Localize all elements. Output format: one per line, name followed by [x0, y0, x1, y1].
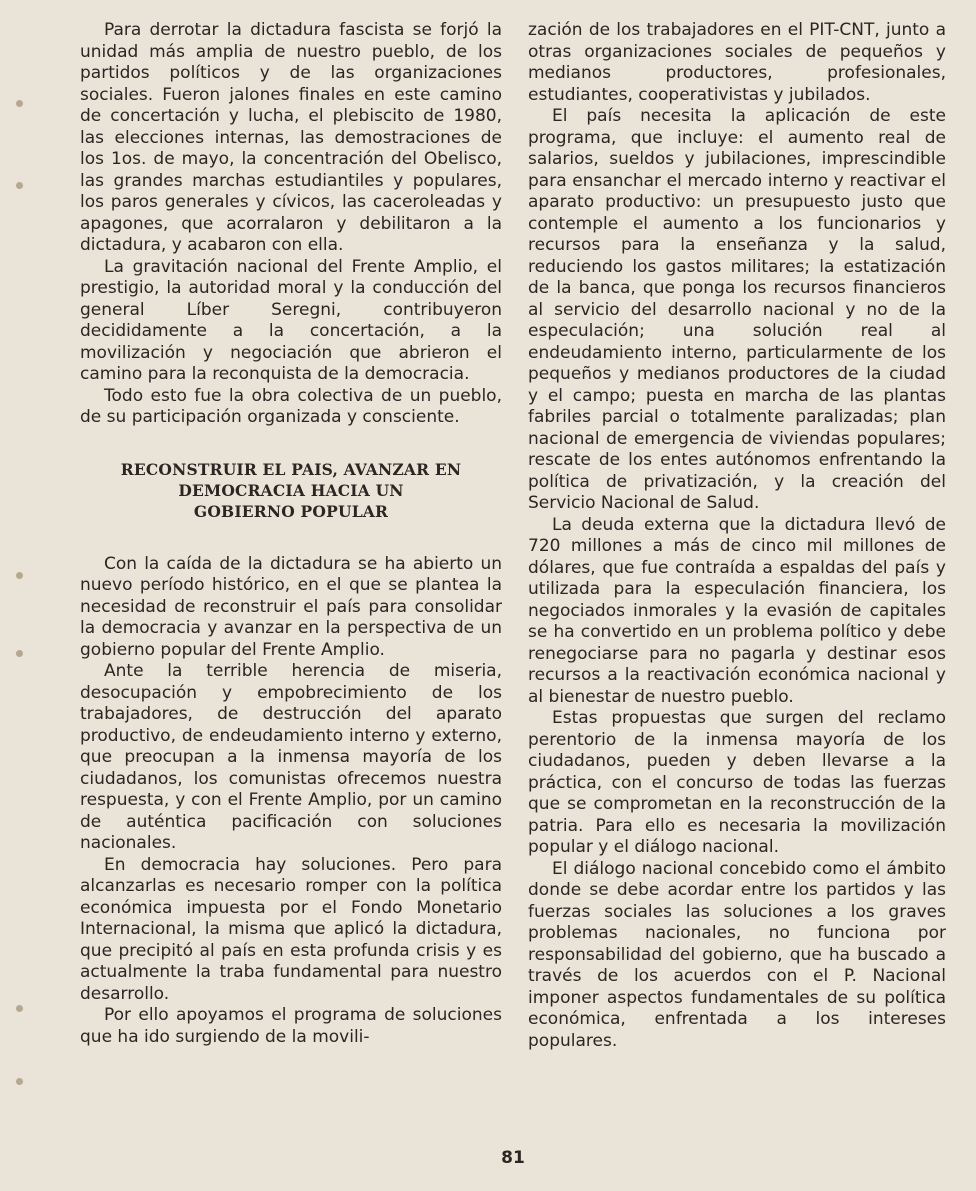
paragraph: Con la caída de la dictadura se ha abierto un nuevo período histórico, en el que se plantea la necesidad de reconstruir el país para consolidar la democracia y avanzar en la perspectiva de un gobierno popular del Frente Amplio.: [80, 553, 502, 660]
paragraph: Por ello apoyamos el programa de soluciones que ha ido surgiendo de la movili-: [80, 1005, 502, 1047]
paragraph: El diálogo nacional concebido como el ámbito donde se debe acordar entre los partidos y las fuerzas sociales las soluciones a los graves problemas nacionales, no funciona por responsabilidad del gobierno, que ha buscado a través de los acuerdos con el P. Nacional imponer aspectos fundamentales de su política económica, enfrentada a los intereses populares.: [528, 858, 946, 1051]
binding-hole-mark: [16, 650, 23, 657]
paragraph: La gravitación nacional del Frente Amplio, el prestigio, la autoridad moral y la conducción del general Líber Seregni, contribuyeron decididamente a la concertación, a la movilización y negociación que abrieron el camino para la reconquista de la democracia.: [80, 256, 502, 384]
section-heading: [80, 459, 502, 522]
paragraph: El país necesita la aplicación de este programa, que incluye: el aumento real de salarios, sueldos y jubilaciones, imprescindible para ensanchar el mercado interno y reactivar el aparato productivo: un presupuesto justo que contemple el aumento a los funcionarios y recursos para la enseñanza y la salud, reduciendo los gastos militares; la estatización de la banca, que ponga los recursos financieros al servicio del desarrollo nacional y no de la especulación; una solución real al endeudamiento interno, particularmente de los pequeños y medianos productores de la ciudad y el campo; puesta en marcha de las plantas fabriles parcial o totalmente paralizadas; plan nacional de emergencia de viviendas populares; rescate de los entes autónomos enfrentando la política de privatización, y la creación del Servicio Nacional de Salud.: [528, 106, 946, 513]
binding-hole-mark: [16, 572, 23, 579]
binding-hole-mark: [16, 100, 23, 107]
paragraph: Estas propuestas que surgen del reclamo perentorio de la inmensa mayoría de los ciudadanos, pueden y deben llevarse a la práctica, con el concurso de todas las fuerzas que se comprometan en la reconstrucción de la patria. Para ello es necesaria la movilización popular y el diálogo nacional.: [528, 708, 946, 857]
binding-hole-mark: [16, 1005, 23, 1012]
section-heading-line: RECONSTRUIR EL PAIS, AVANZAR EN: [120, 459, 462, 479]
paragraph: En democracia hay soluciones. Pero para alcanzarlas es necesario romper con la política económica impuesta por el Fondo Monetario Internacional, la misma que aplicó la dictadura, que precipitó al país en esta profunda crisis y es actualmente la traba fundamental para nuestro desarrollo.: [80, 854, 502, 1004]
binding-hole-mark: [16, 1078, 23, 1085]
page-number: 81: [501, 1148, 525, 1168]
paragraph: La deuda externa que la dictadura llevó de 720 millones a más de cinco mil millones de dólares, que fue contraída a espaldas del país y utilizada para la especulación financiera, los negociados inmorales y la evasión de capitales se ha convertido en un problema político y debe renegociarse para no pagarla y destinar esos recursos a la reactivación económica nacional y al bienestar de nuestro pueblo.: [528, 514, 946, 707]
section-heading-line: GOBIERNO POPULAR: [193, 501, 389, 521]
paragraph: Todo esto fue la obra colectiva de un pueblo, de su participación organizada y consciente.: [80, 385, 502, 427]
section-heading-line: DEMOCRACIA HACIA UN: [178, 480, 404, 500]
paragraph: Para derrotar la dictadura fascista se forjó la unidad más amplia de nuestro pueblo, de los partidos políticos y de las organizaciones sociales. Fueron jalones finales en este camino de concertación y lucha, el plebiscito de 1980, las elecciones internas, las demostraciones de los 1os. de mayo, la concentración del Obelisco, las grandes marchas estudiantiles y populares, los paros generales y cívicos, las caceroleadas y apagones, que acorralaron y debilitaron a la dictadura, y acabaron con ella.: [80, 20, 502, 255]
right-column: [528, 20, 946, 1052]
paragraph: Ante la terrible herencia de miseria, desocupación y empobrecimiento de los trabajadores, de destrucción del aparato productivo, de endeudamiento interno y externo, que preocupan a la inmensa mayoría de los ciudadanos, los comunistas ofrecemos nuestra respuesta, y con el Frente Amplio, por un camino de auténtica pacificación con soluciones nacionales.: [80, 661, 502, 853]
binding-hole-mark: [16, 182, 23, 189]
paragraph-continuation: zación de los trabajadores en el PIT-CNT, junto a otras organizaciones sociales de pequeños y medianos productores, profesionales, estudiantes, cooperativistas y jubilados.: [528, 20, 946, 105]
left-column: [80, 20, 502, 1048]
